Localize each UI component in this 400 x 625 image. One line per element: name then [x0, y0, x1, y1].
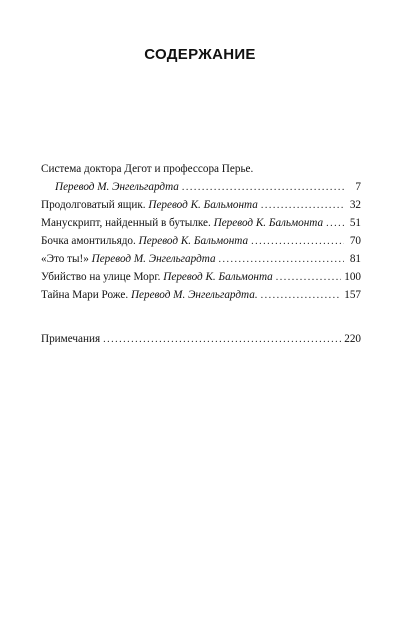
toc-entry-page: 220	[344, 333, 361, 345]
leader-dots	[251, 233, 344, 250]
leader-dots	[182, 179, 344, 196]
toc-entry-author: Перевод К. Бальмонта	[213, 217, 324, 229]
toc-entry-page: 32	[349, 199, 361, 211]
toc-entry-title: Продолговатый ящик.	[41, 199, 146, 211]
leader-dots	[261, 287, 342, 304]
toc-entry-notes[interactable]	[41, 330, 361, 348]
toc-entry-page: 100	[344, 271, 361, 283]
notes-section	[41, 330, 361, 348]
toc-entry-page: 51	[349, 217, 361, 229]
toc-entry[interactable]	[41, 250, 361, 268]
leader-dots	[103, 331, 341, 348]
toc-entry-author: Перевод М. Энгельгардта	[91, 253, 216, 265]
toc-entry-title: «Это ты!»	[41, 253, 89, 265]
toc-entry-page: 81	[349, 253, 361, 265]
toc-entry-title: Система доктора Дегот и профессора Перье.	[41, 163, 254, 175]
toc-entry-page: 157	[344, 289, 361, 301]
toc-entry[interactable]	[41, 178, 361, 196]
table-of-contents	[41, 160, 361, 304]
leader-dots	[261, 197, 344, 214]
leader-dots	[326, 215, 344, 232]
leader-dots	[219, 251, 344, 268]
toc-entry[interactable]	[41, 232, 361, 250]
toc-entry[interactable]	[41, 286, 361, 304]
toc-entry[interactable]	[41, 196, 361, 214]
toc-entry[interactable]	[41, 268, 361, 286]
toc-entry-author: Перевод К. Бальмонта	[163, 271, 273, 283]
toc-entry-title-line	[41, 160, 361, 178]
toc-entry-author: Перевод М. Энгельгардта.	[130, 289, 258, 301]
toc-entry-title: Примечания	[41, 333, 101, 345]
toc-entry-author: Перевод К. Бальмонта	[138, 235, 249, 247]
toc-entry-title: Убийство на улице Морг.	[41, 271, 161, 283]
toc-entry-page: 7	[355, 181, 361, 193]
toc-entry-author: Перевод М. Энгельгардта	[55, 181, 179, 193]
toc-entry-author: Перевод К. Бальмонта	[148, 199, 258, 211]
toc-entry[interactable]	[41, 214, 361, 232]
toc-entry-title: Бочка амонтильядо.	[41, 235, 136, 247]
page-title: СОДЕРЖАНИЕ	[144, 46, 256, 63]
toc-entry-title: Манускрипт, найденный в бутылке.	[41, 217, 211, 229]
leader-dots	[276, 269, 341, 286]
toc-entry-title: Тайна Мари Роже.	[41, 289, 129, 301]
toc-entry-page: 70	[349, 235, 361, 247]
